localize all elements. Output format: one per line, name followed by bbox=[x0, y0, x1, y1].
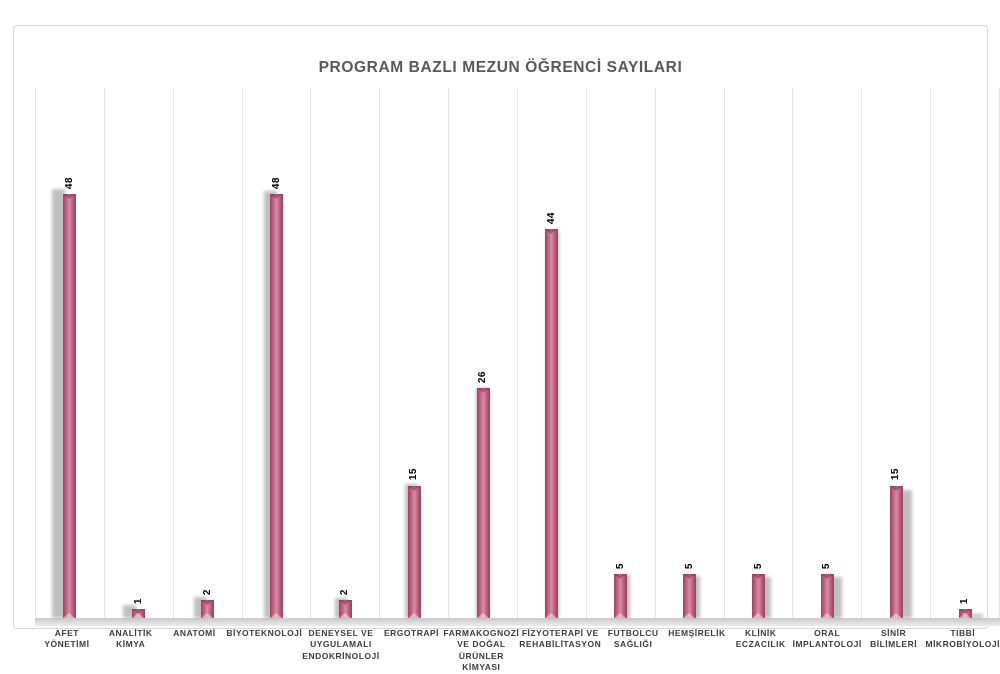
category-label bbox=[793, 628, 862, 674]
category-label-line: DENEYSEL VE bbox=[308, 628, 374, 638]
bar bbox=[614, 574, 627, 618]
category-column bbox=[35, 88, 105, 618]
bar bbox=[890, 486, 903, 619]
category-column bbox=[518, 88, 587, 618]
category-labels-row bbox=[35, 628, 1000, 674]
bar bbox=[201, 600, 214, 618]
category-column bbox=[862, 88, 931, 618]
category-column bbox=[311, 88, 380, 618]
bar bbox=[959, 609, 972, 618]
bar-value-label: 5 bbox=[614, 562, 626, 569]
bar-value-label: 5 bbox=[683, 562, 695, 569]
bar bbox=[683, 574, 696, 618]
category-label bbox=[443, 628, 519, 674]
category-column bbox=[931, 88, 1000, 618]
category-label-line: TIBBİ bbox=[950, 628, 976, 638]
category-column bbox=[656, 88, 725, 618]
category-column bbox=[105, 88, 174, 618]
category-column bbox=[449, 88, 518, 618]
category-column bbox=[587, 88, 656, 618]
category-label bbox=[665, 628, 729, 674]
category-label-line: HEMŞİRELİK bbox=[668, 628, 726, 638]
bar bbox=[821, 574, 834, 618]
category-column bbox=[793, 88, 862, 618]
bar bbox=[545, 229, 558, 618]
category-label-line: FUTBOLCU bbox=[607, 628, 659, 638]
bar-value-label: 5 bbox=[752, 562, 764, 569]
bar-value-label: 15 bbox=[408, 468, 420, 481]
bar-value-label: 44 bbox=[545, 212, 557, 225]
category-label-line: ERGOTRAPİ bbox=[384, 628, 440, 638]
category-label-line: FİZYOTERAPİ VE bbox=[521, 628, 599, 638]
bar-value-label: 48 bbox=[63, 176, 75, 189]
bar bbox=[63, 194, 76, 618]
bar-value-label: 26 bbox=[477, 371, 489, 384]
bar-value-label: 5 bbox=[821, 562, 833, 569]
category-label-line: MİKROBİYOLOJİ bbox=[925, 639, 1000, 650]
category-label bbox=[862, 628, 926, 674]
bar-value-label: 1 bbox=[132, 598, 144, 605]
bar bbox=[270, 194, 283, 618]
category-label-line: ENDOKRİNOLOJİ bbox=[302, 650, 380, 661]
bar bbox=[477, 388, 490, 618]
axis-floor-shadow bbox=[35, 618, 1000, 626]
bar bbox=[339, 600, 352, 618]
category-label bbox=[925, 628, 1000, 674]
category-label bbox=[99, 628, 163, 674]
bar bbox=[408, 486, 421, 619]
chart-title: PROGRAM BAZLI MEZUN ÖĞRENCİ SAYILARI bbox=[318, 59, 683, 76]
category-label-line: ANATOMİ bbox=[173, 628, 216, 638]
category-label-line: FARMAKOGNOZİ bbox=[443, 628, 520, 638]
category-label-line: SAĞLIĞI bbox=[613, 639, 653, 650]
category-label-line: ORAL bbox=[814, 628, 841, 638]
bar-value-label: 2 bbox=[201, 589, 213, 596]
category-label-line: KLİNİK ECZACILIK bbox=[735, 628, 786, 650]
category-label-line: ÜRÜNLER KİMYASI bbox=[458, 650, 504, 673]
category-label-line: REHABİLİTASYON bbox=[519, 639, 602, 650]
plot-area bbox=[35, 88, 1000, 618]
category-label bbox=[729, 628, 793, 674]
category-column bbox=[725, 88, 794, 618]
category-label-line: ANALİTİK KİMYA bbox=[108, 628, 153, 650]
bar-value-label: 2 bbox=[339, 589, 351, 596]
category-label bbox=[226, 628, 302, 674]
bar-value-label: 48 bbox=[270, 176, 282, 189]
bar-value-label: 1 bbox=[959, 598, 971, 605]
category-column bbox=[174, 88, 243, 618]
category-label-line: İMPLANTOLOJİ bbox=[792, 639, 862, 650]
category-label bbox=[601, 628, 665, 674]
category-label-line: SİNİR BİLİMLERİ bbox=[870, 628, 918, 650]
category-label-line: AFET YÖNETİMİ bbox=[44, 628, 90, 650]
bar bbox=[752, 574, 765, 618]
category-label-line: UYGULAMALI bbox=[310, 639, 372, 650]
category-label bbox=[380, 628, 444, 674]
category-label bbox=[163, 628, 227, 674]
category-label bbox=[519, 628, 601, 674]
category-label bbox=[302, 628, 379, 674]
category-label bbox=[35, 628, 99, 674]
bar-value-label: 15 bbox=[890, 468, 902, 481]
chart-frame bbox=[13, 25, 1000, 673]
category-label-line: VE DOĞAL bbox=[457, 639, 506, 650]
category-column bbox=[380, 88, 449, 618]
category-column bbox=[243, 88, 312, 618]
bar bbox=[132, 609, 145, 618]
category-label-line: BİYOTEKNOLOJİ bbox=[226, 628, 303, 638]
